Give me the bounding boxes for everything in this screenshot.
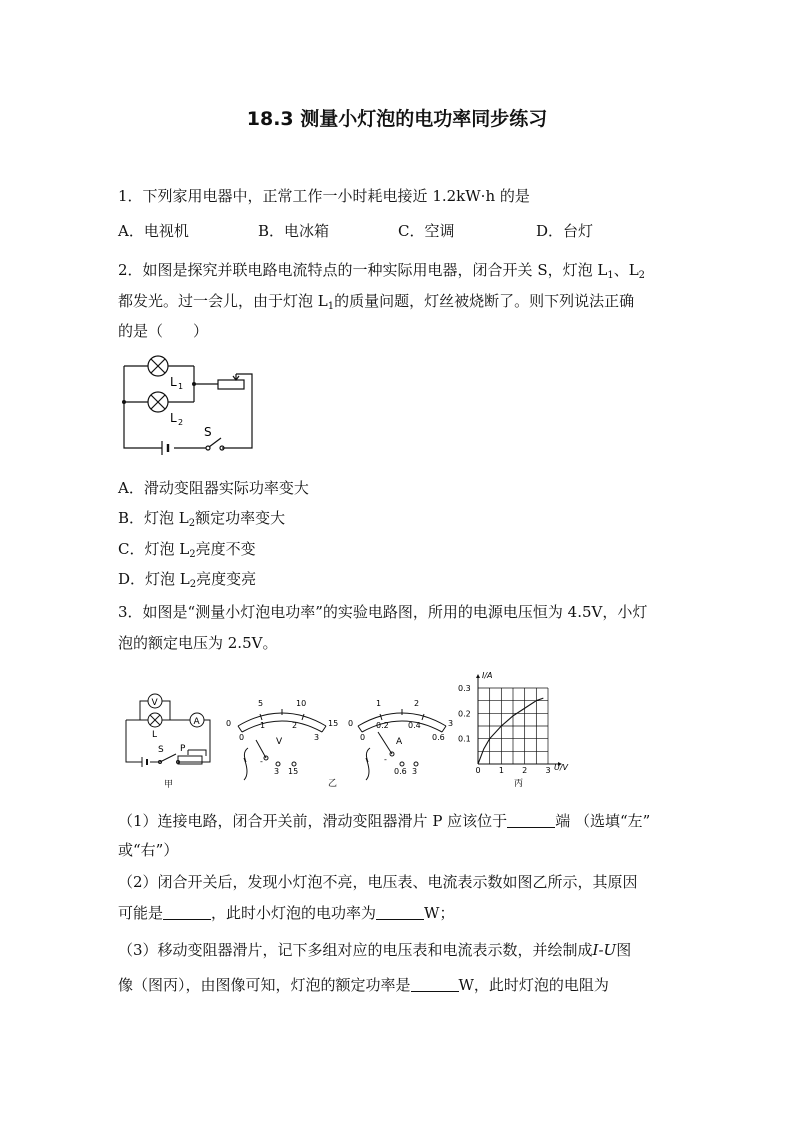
q2-circuit-diagram <box>118 352 258 456</box>
y-axis-arrow <box>476 674 480 678</box>
l2-subscript: 2 <box>178 418 184 427</box>
q3-p1-a: （1）连接电路，闭合开关前，滑动变阻器滑片 P 应该位于 <box>118 812 508 830</box>
subscript: 2 <box>638 270 646 281</box>
q3-p3-iu: I-U <box>592 941 617 959</box>
amp-end-3: 3 <box>448 719 454 728</box>
x-tick-label: 2 <box>522 766 528 775</box>
q3-part1-line1 <box>118 811 650 831</box>
q3-part2-line1: （2）闭合开关后，发现小灯泡不亮，电压表、电流表示数如图乙所示，其原因 <box>118 873 638 891</box>
volt-tick-b3: 3 <box>314 733 320 742</box>
jia-voltmeter-label: V <box>151 698 158 708</box>
x-tick-label: 0 <box>475 766 481 775</box>
q1-option-c: C．空调 <box>398 222 455 240</box>
q2-option-d <box>118 569 256 589</box>
q2-optc-b: 亮度不变 <box>195 540 256 558</box>
jia-caption: 甲 <box>164 780 174 790</box>
amp-tick-1: 1 <box>376 699 382 708</box>
amp-tick-b02: 0.2 <box>376 721 389 730</box>
volt-terminal-3: 3 <box>274 767 280 776</box>
answer-blank[interactable] <box>376 905 424 920</box>
q1-option-b: B．电冰箱 <box>258 222 330 240</box>
q2-line2-b: 的质量问题，灯丝被烧断了。则下列说法正确 <box>334 292 635 310</box>
answer-blank[interactable] <box>411 977 459 992</box>
q3-p2-b: 可能是 <box>118 904 164 922</box>
q3-p3-a: （3）移动变阻器滑片，记下多组对应的电压表和电流表示数，并绘制成 <box>118 941 593 959</box>
q1-stem: 1．下列家用电器中，正常工作一小时耗电接近 1.2kW·h 的是 <box>118 187 530 205</box>
volt-terminal-neg: - <box>260 757 263 766</box>
l1-label: L <box>170 375 177 389</box>
subscript: 1 <box>327 301 335 312</box>
amp-tick-b04: 0.4 <box>408 721 421 730</box>
q3-stem-line2: 泡的额定电压为 2.5V。 <box>118 634 278 652</box>
volt-tick-b0: 0 <box>239 733 245 742</box>
q2-line1-b: 、L <box>613 261 639 279</box>
x-axis-label: U/V <box>554 763 569 772</box>
chart-series <box>478 698 543 764</box>
jia-ammeter-label: A <box>193 717 200 727</box>
q2-option-a: A．滑动变阻器实际功率变大 <box>118 479 309 497</box>
volt-end-0: 0 <box>226 719 232 728</box>
subscript: 1 <box>607 270 614 281</box>
y-tick-label: 0.2 <box>458 709 471 719</box>
q3-part2-line2 <box>118 903 454 923</box>
q2-option-b <box>118 508 285 528</box>
subscript: 2 <box>188 518 196 529</box>
q3-p1-b: 端 （选填“左” <box>555 812 651 830</box>
answer-blank[interactable] <box>507 813 555 828</box>
volt-tick-10: 10 <box>296 699 307 708</box>
q3-p3-c: 像（图丙），由图像可知，灯泡的额定功率是 <box>118 976 411 994</box>
switch-label: S <box>204 425 212 439</box>
amp-tick-b0: 0 <box>360 733 366 742</box>
q3-part3-line2 <box>118 975 609 995</box>
q3-p2-c: ，此时小灯泡的电功率为 <box>211 904 377 922</box>
q2-stem-line3: 的是（ ） <box>118 322 209 340</box>
q2-optd-a: D．灯泡 L <box>118 570 190 588</box>
volt-tick-b2: 2 <box>292 721 298 730</box>
volt-tick-5: 5 <box>258 699 264 708</box>
q3-stem-line1: 3．如图是“测量小灯泡电功率”的实验电路图，所用的电源电压恒为 4.5V，小灯 <box>118 603 648 621</box>
q3-p2-d: W； <box>424 904 455 922</box>
q2-line2-a: 都发光。过一会儿，由于灯泡 L <box>118 292 328 310</box>
amp-tick-b06: 0.6 <box>432 733 445 742</box>
yi-caption: 乙 <box>328 779 338 789</box>
subscript: 2 <box>189 579 197 590</box>
amp-unit: A <box>396 737 403 747</box>
x-tick-label: 1 <box>498 766 504 775</box>
volt-end-15: 15 <box>328 719 339 728</box>
volt-unit: V <box>276 737 283 747</box>
answer-blank[interactable] <box>163 905 211 920</box>
page-title: 18.3 测量小灯泡的电功率同步练习 <box>246 108 548 130</box>
volt-terminal-15: 15 <box>288 767 299 776</box>
q2-optb-b: 额定功率变大 <box>195 509 286 527</box>
ammeter-dial <box>344 692 464 788</box>
chart-grid <box>478 688 548 764</box>
q3-part3-line1 <box>118 940 631 960</box>
l2-label: L <box>170 411 177 425</box>
amp-terminal-06: 0.6 <box>394 767 407 776</box>
y-tick-label: 0.3 <box>458 684 471 693</box>
q2-option-c <box>118 539 256 559</box>
amp-tick-2: 2 <box>414 699 420 708</box>
bing-caption: 丙 <box>514 779 524 789</box>
q3-p3-d: W，此时灯泡的电阻为 <box>458 976 609 994</box>
iu-curve <box>478 698 543 764</box>
volt-tick-b1: 1 <box>260 721 266 730</box>
q1-option-a: A．电视机 <box>118 222 189 240</box>
q2-optc-a: C．灯泡 L <box>118 540 190 558</box>
amp-terminal-3: 3 <box>412 767 418 776</box>
x-tick-label: 3 <box>545 766 551 775</box>
iu-chart <box>456 668 576 792</box>
q2-optb-a: B．灯泡 L <box>118 509 189 527</box>
y-axis-label: I/A <box>482 671 493 680</box>
q3-p3-b: 图 <box>616 941 632 959</box>
amp-end-0: 0 <box>348 719 354 728</box>
q3-part1-line2: 或“右”） <box>118 841 179 859</box>
subscript: 2 <box>189 549 196 560</box>
l1-subscript: 1 <box>178 382 184 391</box>
q2-stem-line1 <box>118 260 645 280</box>
q1-option-d: D．台灯 <box>536 222 594 240</box>
chart-ticks <box>458 684 551 775</box>
amp-terminal-neg: - <box>384 755 387 764</box>
jia-slider-label: P <box>180 744 186 754</box>
q2-line1-a: 2．如图是探究并联电路电流特点的一种实际用电器，闭合开关 S，灯泡 L <box>118 261 608 279</box>
voltmeter-dial <box>222 692 344 788</box>
jia-switch-label: S <box>158 745 164 755</box>
q2-optd-b: 亮度变亮 <box>196 570 257 588</box>
q3-circuit-jia <box>120 690 220 790</box>
jia-lamp-label: L <box>152 730 158 740</box>
y-tick-label: 0.1 <box>458 734 471 744</box>
q2-stem-line2 <box>118 291 634 311</box>
